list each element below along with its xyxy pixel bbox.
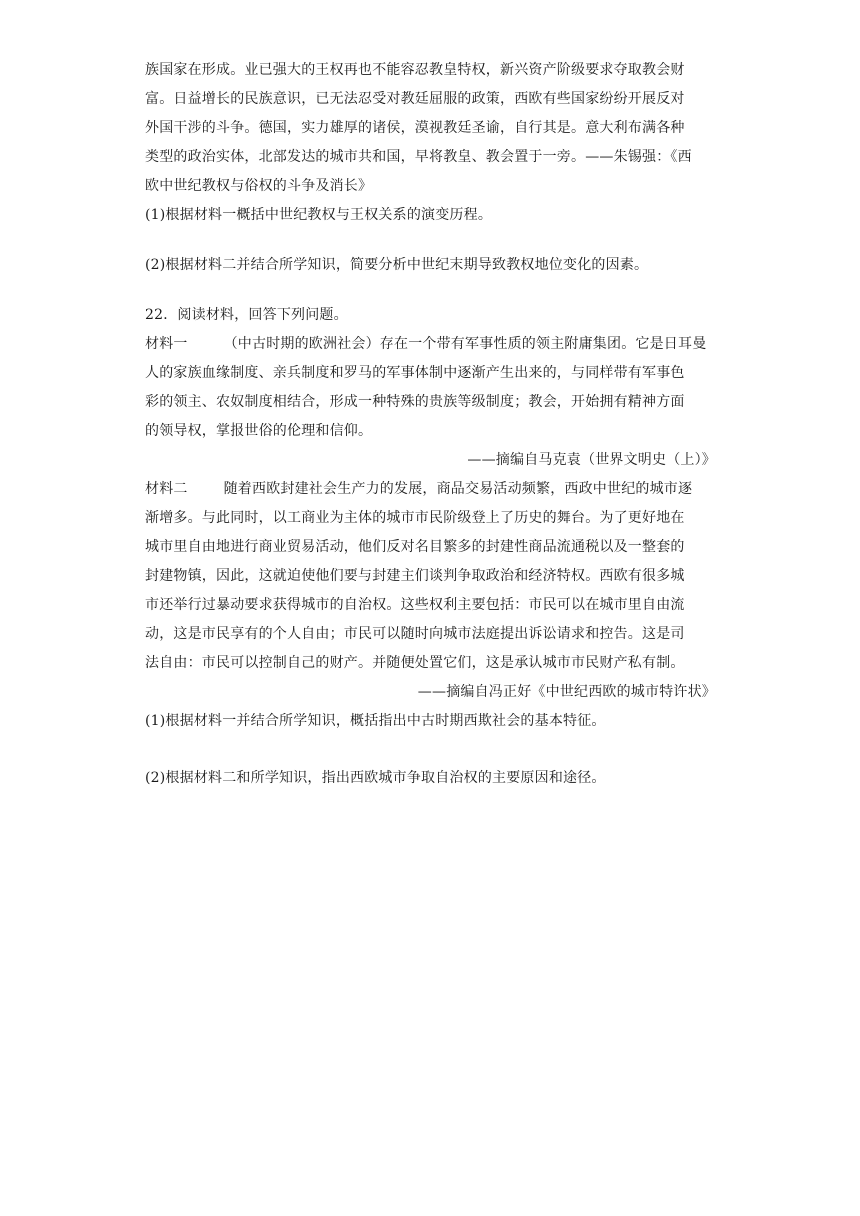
- q22-header: 22．阅读材料，回答下列问题。: [145, 307, 348, 323]
- answer-space: [145, 230, 720, 251]
- q22-material1-source: ——摘编自马克袁（世界文明史（上）》: [467, 452, 716, 468]
- q22-question-2: (2)根据材料二和所学知识，指出西欧城市争取自治权的主要原因和途径。: [145, 770, 606, 786]
- q22-material1-line: 彩的领主、农奴制度相结合，形成一种特殊的贵族等级制度；教会，开始拥有精神方面: [145, 394, 685, 410]
- answer-space: [145, 280, 720, 301]
- q22-material2-line: 渐增多。与此同时，以工商业为主体的城市市民阶级登上了历史的舞台。为了更好地在: [145, 510, 685, 526]
- material1-label: 材料一: [145, 336, 188, 352]
- q22-question-1: (1)根据材料一并结合所学知识，概括指出中古时期西欺社会的基本特征。: [145, 713, 606, 729]
- material1-text: （中古时期的欧洲社会）存在一个带有军事性质的领主附庸集团。它是日耳曼: [223, 336, 707, 352]
- q21-material2-line: 族国家在形成。业已强大的王权再也不能容忍教皇特权，新兴资产阶级要求夺取教会财: [145, 62, 685, 78]
- q22-material2-line: 城市里自由地进行商业贸易活动，他们反对名目繁多的封建性商品流通税以及一整套的: [145, 539, 685, 555]
- page-content: [145, 56, 720, 793]
- material2-label: 材料二: [145, 481, 188, 497]
- q21-material2-line: 富。日益增长的民族意识，已无法忍受对教廷屈服的政策，西欧有些国家纷纷开展反对: [145, 91, 685, 107]
- q21-material2-line: 欧中世纪教权与俗权的斗争及消长》: [145, 178, 373, 194]
- q22-material2-line: 封建物镇，因此，这就迫使他们要与封建主们谈判争取政治和经济特权。西欧有很多城: [145, 568, 685, 584]
- q22-material2-source: ——摘编自冯正好《中世纪西欧的城市特许状》: [417, 684, 716, 700]
- answer-space: [145, 736, 720, 764]
- q22-material2-first-line: [145, 475, 720, 504]
- material2-text: 随着西欧封建社会生产力的发展，商品交易活动频繁，西政中世纪的城市逐: [223, 481, 693, 497]
- q22-material1-first-line: [145, 330, 720, 359]
- q22-material1-line: 的领导权，掌报世俗的伦理和信仰。: [145, 423, 373, 439]
- q22-material2-line: 法自由：市民可以控制自己的财产。并随便处置它们，这是承认城市市民财产私有制。: [145, 655, 685, 671]
- q21-question-1: (1)根据材料一概括中世纪教权与王权关系的演变历程。: [145, 207, 493, 223]
- q22-material2-line: 动，这是市民享有的个人自由；市民可以随时向城市法庭提出诉讼请求和控告。这是司: [145, 626, 685, 642]
- q22-material1-line: 人的家族血缘制度、亲兵制度和罗马的军事体制中逐渐产生出来的，与同样带有军事色: [145, 365, 685, 381]
- q21-question-2: (2)根据材料二并结合所学知识，简要分析中世纪末期导致教权地位变化的因素。: [145, 257, 649, 273]
- q21-material2-line: 外国干涉的斗争。德国，实力雄厚的诸侯，漠视教廷圣谕，自行其是。意大利布满各种: [145, 120, 685, 136]
- q21-material2-line: 类型的政治实体，北部发达的城市共和国，早将教皇、教会置于一旁。——朱锡强：《西: [145, 149, 692, 165]
- q22-material2-line: 市还举行过暴动要求获得城市的自治权。这些权利主要包括：市民可以在城市里自由流: [145, 597, 685, 613]
